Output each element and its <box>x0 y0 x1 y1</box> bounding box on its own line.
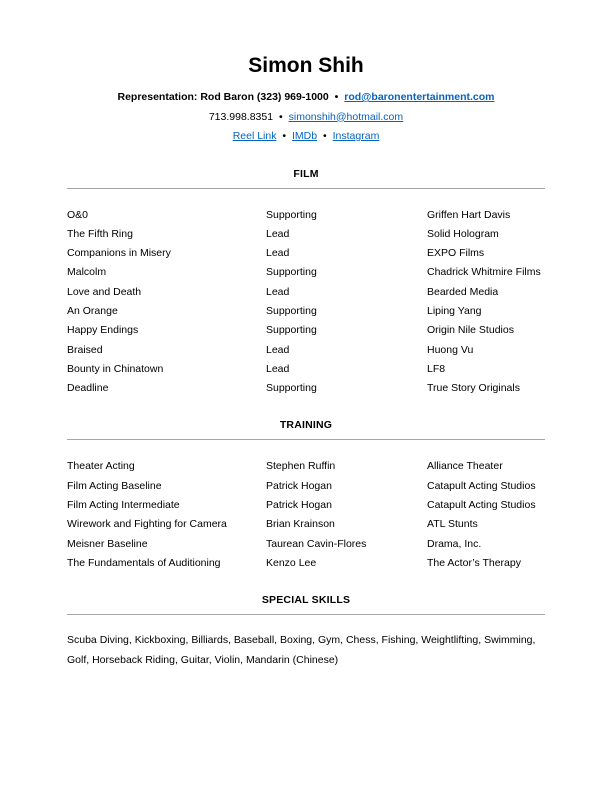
contact-line-links <box>67 127 545 147</box>
representation-text: Representation: Rod Baron (323) 969-1000 <box>117 91 329 103</box>
film-company-cell: Bearded Media <box>427 285 499 298</box>
film-role-cell: Lead <box>266 247 290 260</box>
training-instructor-cell: Kenzo Lee <box>266 556 317 569</box>
training-studio-cell: The Actor’s Therapy <box>427 556 521 569</box>
film-company-cell: Liping Yang <box>427 304 482 317</box>
film-role-cell: Lead <box>266 343 290 356</box>
phone-text: 713.998.8351 <box>208 110 274 123</box>
film-company-cell: LF8 <box>427 362 446 375</box>
film-role-cell: Supporting <box>266 266 317 279</box>
agent-email-link[interactable]: rod@baronentertainment.com <box>344 91 495 103</box>
film-role-cell: Supporting <box>266 382 317 395</box>
training-course-cell: Wirework and Fighting for Camera <box>67 518 227 531</box>
table-row <box>67 283 545 302</box>
table-row <box>67 360 545 379</box>
section-heading-training: TRAINING <box>279 419 333 432</box>
training-instructor-cell: Stephen Ruffin <box>266 460 336 473</box>
training-studio-cell: ATL Stunts <box>427 518 478 531</box>
film-title-cell: Happy Endings <box>67 324 139 337</box>
training-course-cell: Meisner Baseline <box>67 537 148 550</box>
film-company-cell: Huong Vu <box>427 343 474 356</box>
film-title-cell: O&0 <box>67 208 89 221</box>
table-row <box>67 244 545 263</box>
section-rule <box>67 614 545 615</box>
section-rule <box>67 188 545 189</box>
film-title-cell: Deadline <box>67 382 109 395</box>
film-title-cell: Malcolm <box>67 266 107 279</box>
imdb-link[interactable]: IMDb <box>292 130 318 142</box>
training-table <box>67 457 545 573</box>
film-title-cell: Braised <box>67 343 103 356</box>
bullet-separator: • <box>279 110 283 123</box>
personal-email-link[interactable]: simonshih@hotmail.com <box>288 110 404 123</box>
training-instructor-cell: Patrick Hogan <box>266 499 332 512</box>
film-role-cell: Supporting <box>266 324 317 337</box>
table-row <box>67 263 545 282</box>
film-role-cell: Lead <box>266 285 290 298</box>
film-company-cell: EXPO Films <box>427 247 485 260</box>
training-course-cell: The Fundamentals of Auditioning <box>67 556 221 569</box>
special-skills-text: Scuba Diving, Kickboxing, Billiards, Baseball, Boxing, Gym, Chess, Fishing, Weightlifting, Swimming, Golf, Horseback Riding, Guitar, Violin, Mandarin (Chinese) <box>67 634 536 666</box>
film-company-cell: Griffen Hart Davis <box>427 208 511 221</box>
table-row <box>67 302 545 321</box>
table-row <box>67 554 545 573</box>
table-row <box>67 379 545 398</box>
film-company-cell: Solid Hologram <box>427 227 499 240</box>
film-company-cell: Chadrick Whitmire Films <box>427 266 541 279</box>
page-title: Simon Shih <box>248 54 364 77</box>
section-heading-special-skills: SPECIAL SKILLS <box>261 594 351 607</box>
training-studio-cell: Catapult Acting Studios <box>427 479 536 492</box>
table-row <box>67 477 545 496</box>
training-studio-cell: Drama, Inc. <box>427 537 482 550</box>
bullet-separator: • <box>334 91 339 103</box>
section-heading-film: FILM <box>293 167 319 180</box>
contact-line-personal <box>67 108 545 128</box>
training-studio-cell: Catapult Acting Studios <box>427 499 536 512</box>
reel-link[interactable]: Reel Link <box>232 130 277 142</box>
bullet-separator: • <box>282 130 287 142</box>
film-title-cell: The Fifth Ring <box>67 227 133 240</box>
table-row <box>67 206 545 225</box>
table-row <box>67 496 545 515</box>
film-title-cell: An Orange <box>67 304 118 317</box>
bullet-separator: • <box>323 130 327 142</box>
table-row <box>67 515 545 534</box>
film-role-cell: Supporting <box>266 304 317 317</box>
film-title-cell: Companions in Misery <box>67 247 171 260</box>
film-title-cell: Love and Death <box>67 285 142 298</box>
training-course-cell: Film Acting Intermediate <box>67 499 180 512</box>
film-company-cell: True Story Originals <box>427 382 520 395</box>
film-table <box>67 206 545 399</box>
film-title-cell: Bounty in Chinatown <box>67 362 164 375</box>
training-course-cell: Theater Acting <box>67 460 135 473</box>
training-instructor-cell: Brian Krainson <box>266 518 335 531</box>
film-role-cell: Lead <box>266 362 290 375</box>
section-rule <box>67 439 545 440</box>
table-row <box>67 457 545 476</box>
training-studio-cell: Alliance Theater <box>427 460 503 473</box>
table-row <box>67 225 545 244</box>
training-instructor-cell: Taurean Cavin-Flores <box>266 537 367 550</box>
table-row <box>67 535 545 554</box>
film-role-cell: Supporting <box>266 208 317 221</box>
table-row <box>67 341 545 360</box>
contact-block <box>67 88 545 147</box>
film-company-cell: Origin Nile Studios <box>427 324 514 337</box>
film-role-cell: Lead <box>266 227 290 240</box>
instagram-link[interactable]: Instagram <box>332 130 380 142</box>
table-row <box>67 321 545 340</box>
training-instructor-cell: Patrick Hogan <box>266 479 332 492</box>
contact-line-representation <box>67 88 545 108</box>
training-course-cell: Film Acting Baseline <box>67 479 162 492</box>
